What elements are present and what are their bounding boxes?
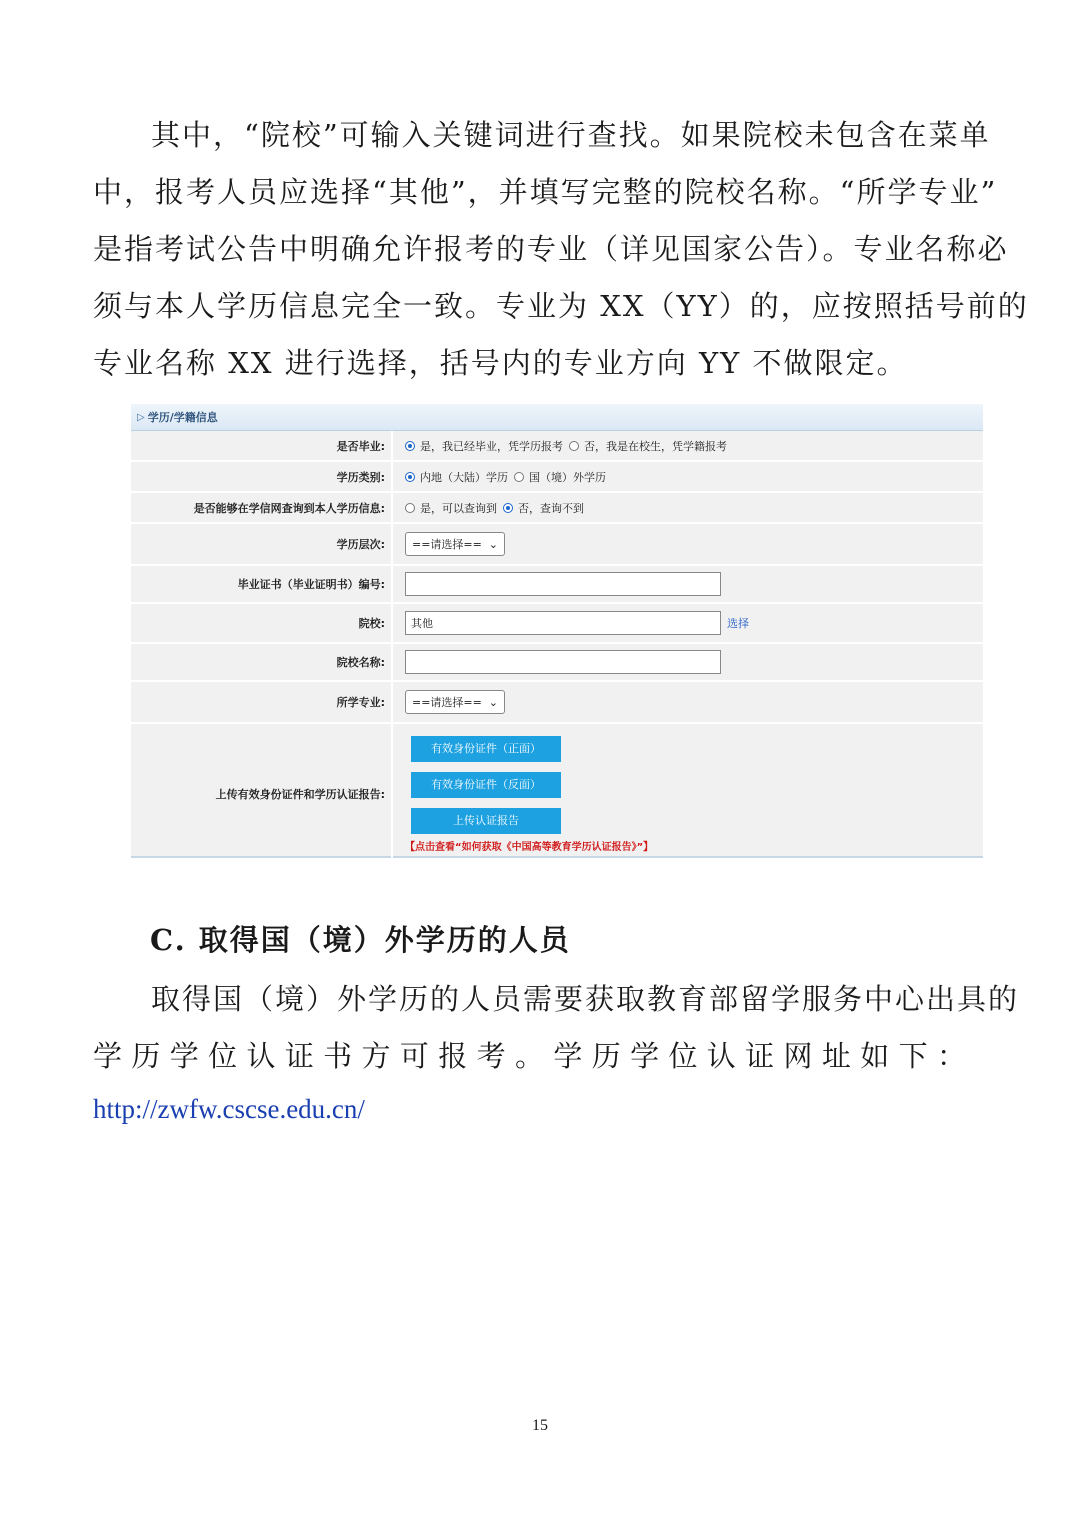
graduated-no-option[interactable]	[569, 438, 727, 454]
graduated-no-label: 否，我是在校生，凭学籍报考	[584, 439, 727, 453]
row-edu-type	[131, 462, 983, 493]
graduated-yes-label: 是，我已经毕业，凭学历报考	[420, 439, 563, 453]
school-name-label: 院校名称:	[131, 644, 393, 680]
chevron-down-icon: ⌄	[488, 537, 498, 551]
chsi-no-label: 否，查询不到	[518, 501, 584, 515]
cert-label: 毕业证书（毕业证明书）编号:	[131, 566, 393, 602]
row-upload	[131, 724, 983, 864]
radio-checked-icon[interactable]	[405, 441, 415, 451]
education-info-form	[131, 404, 983, 858]
radio-unchecked-icon[interactable]	[514, 472, 524, 482]
row-major	[131, 682, 983, 724]
major-select-value: ==请选择==	[412, 696, 482, 709]
paragraph-2	[93, 971, 1020, 1085]
upload-id-front-button[interactable]: 有效身份证件（正面）	[411, 736, 561, 762]
graduated-yes-option[interactable]	[405, 438, 563, 454]
section-heading-c: C. 取得国（境）外学历的人员	[150, 923, 571, 957]
major-select[interactable]	[405, 690, 505, 714]
edu-foreign-label: 国（境）外学历	[529, 470, 606, 484]
paragraph-line: 须与本人学历信息完全一致。专业为 XX（YY）的，应按照括号前的	[93, 289, 1029, 323]
edu-foreign-option[interactable]	[514, 469, 606, 485]
paragraph-line: 专业名称 XX 进行选择，括号内的专业方向 YY 不做限定。	[93, 346, 908, 380]
row-level	[131, 524, 983, 566]
radio-checked-icon[interactable]	[405, 472, 415, 482]
upload-label: 上传有效身份证件和学历认证报告:	[131, 724, 393, 864]
paragraph-line: 取得国（境）外学历的人员需要获取教育部留学服务中心出具的	[151, 982, 1020, 1016]
upload-report-button[interactable]: 上传认证报告	[411, 808, 561, 834]
paragraph-1	[93, 107, 1029, 392]
paragraph-line: 是指考试公告中明确允许报考的专业（详见国家公告）。专业名称必	[93, 232, 1009, 266]
form-header-title: 学历/学籍信息	[147, 411, 218, 424]
chsi-yes-option[interactable]	[405, 500, 497, 516]
major-label: 所学专业:	[131, 682, 393, 722]
graduated-label: 是否毕业:	[131, 431, 393, 460]
row-school-name	[131, 644, 983, 682]
school-select-link[interactable]: 选择	[727, 617, 749, 630]
chsi-label: 是否能够在学信网查询到本人学历信息:	[131, 493, 393, 522]
page-number: 15	[532, 1417, 548, 1434]
edu-domestic-option[interactable]	[405, 469, 508, 485]
cscse-url-link[interactable]: http://zwfw.cscse.edu.cn/	[93, 1094, 365, 1124]
paragraph-line: 其中，“院校”可输入关键词进行查找。如果院校未包含在菜单	[151, 118, 991, 152]
edu-domestic-label: 内地（大陆）学历	[420, 470, 508, 484]
chsi-yes-label: 是，可以查询到	[420, 501, 497, 515]
row-graduated	[131, 431, 983, 462]
school-input[interactable]: 其他	[405, 611, 721, 635]
radio-checked-icon[interactable]	[503, 503, 513, 513]
chsi-no-option[interactable]	[503, 500, 584, 516]
level-select-value: ==请选择==	[412, 538, 482, 551]
form-header	[131, 404, 983, 431]
row-chsi	[131, 493, 983, 524]
level-label: 学历层次:	[131, 524, 393, 564]
chevron-down-icon: ⌄	[488, 695, 498, 709]
radio-unchecked-icon[interactable]	[405, 503, 415, 513]
level-select[interactable]	[405, 532, 505, 556]
row-cert	[131, 566, 983, 604]
cert-input[interactable]	[405, 572, 721, 596]
edu-type-label: 学历类别:	[131, 462, 393, 491]
expand-triangle-icon[interactable]: ▷	[137, 411, 145, 423]
radio-unchecked-icon[interactable]	[569, 441, 579, 451]
report-help-link[interactable]: 【点击查看“如何获取《中国高等教育学历认证报告》”】	[405, 841, 654, 853]
upload-id-back-button[interactable]: 有效身份证件（反面）	[411, 772, 561, 798]
row-school	[131, 604, 983, 644]
school-label: 院校:	[131, 604, 393, 642]
school-name-input[interactable]	[405, 650, 721, 674]
paragraph-line: 中，报考人员应选择“其他”，并填写完整的院校名称。“所学专业”	[93, 175, 998, 209]
paragraph-line: 学历学位认证书方可报考。学历学位认证网址如下：	[93, 1039, 968, 1073]
